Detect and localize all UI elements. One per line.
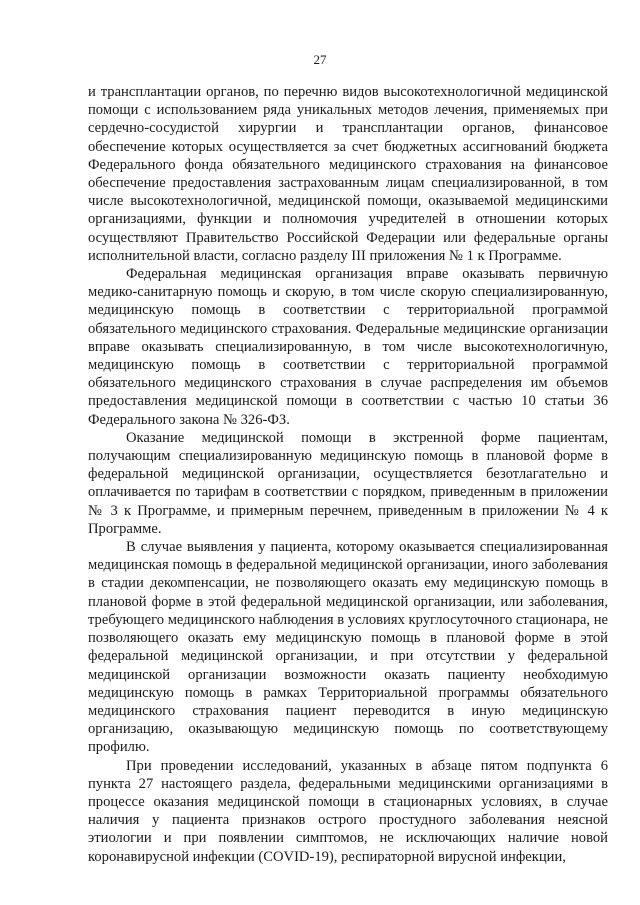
document-body xyxy=(88,83,608,866)
paragraph-covid-testing: При проведении исследований, указанных в абзаце пятом подпункта 6 пункта 27 настоящего раздела, федеральными медицинскими организациями в процессе оказания медицинской помощи в стационарных условиях, в случае наличия у пациента признаков острого простудного заболевания неясной этиологии и при появлении симптомов, не исключающих наличие новой коронавирусной инфекции (COVID-19), респираторной вирусной инфекции, xyxy=(88,757,608,865)
paragraph-emergency-care: Оказание медицинской помощи в экстренной форме пациентам, получающим специализированную медицинскую помощь в плановой форме в федеральной медицинской организации, осуществляется безотлагательно и оплачивается по тарифам в соответствии с порядком, приведенным в приложении № 3 к Программе, и примерным перечнем, приведенным в приложении № 4 к Программе. xyxy=(88,429,608,537)
paragraph-patient-transfer: В случае выявления у пациента, которому оказывается специализированная медицинская помощь в федеральной медицинской организации, иного заболевания в стадии декомпенсации, не позволяющего оказать ему медицинскую помощь в плановой форме в этой федеральной медицинской организации, или заболевания, требующего медицинского наблюдения в условиях круглосуточного стационара, не позволяющего оказать ему медицинскую помощь в плановой форме в этой федеральной медицинской организации, и при отсутствии у федеральной медицинской организации возможности оказать пациенту необходимую медицинскую помощь в рамках Территориальной программы обязательного медицинского страхования пациент переводится в иную медицинскую организацию, оказывающую медицинскую помощь по соответствующему профилю. xyxy=(88,539,608,756)
page-number: 27 xyxy=(313,52,327,67)
paragraph-federal-organization-rights: Федеральная медицинская организация вправе оказывать первичную медико-санитарную помощь и скорую, в том числе скорую специализированную, медицинскую помощь в соответствии с территориальной программой обязательного медицинского страхования. Федеральные медицинские организации вправе оказывать специализированную, в том числе высокотехнологичную, медицинскую помощь в соответствии с территориальной программой обязательного медицинского страхования в случае распределения им объемов предоставления медицинской помощи в соответствии с частью 10 статьи 36 Федерального закона № 326-ФЗ. xyxy=(88,266,608,428)
paragraph-continuation: и трансплантации органов, по перечню видов высокотехнологичной медицинской помощи с использованием ряда уникальных методов лечения, применяемых при сердечно-сосудистой хирургии и трансплантации органов, финансовое обеспечение которых осуществляется за счет бюджетных ассигнований бюджета Федерального фонда обязательного медицинского страхования на финансовое обеспечение предоставления застрахованным лицам специализированной, в том числе высокотехнологичной, медицинской помощи, оказываемой медицинскими организациями, функции и полномочия учредителей в отношении которых осуществляют Правительство Российской Федерации или федеральные органы исполнительной власти, согласно разделу III приложения № 1 к Программе. xyxy=(88,84,608,264)
